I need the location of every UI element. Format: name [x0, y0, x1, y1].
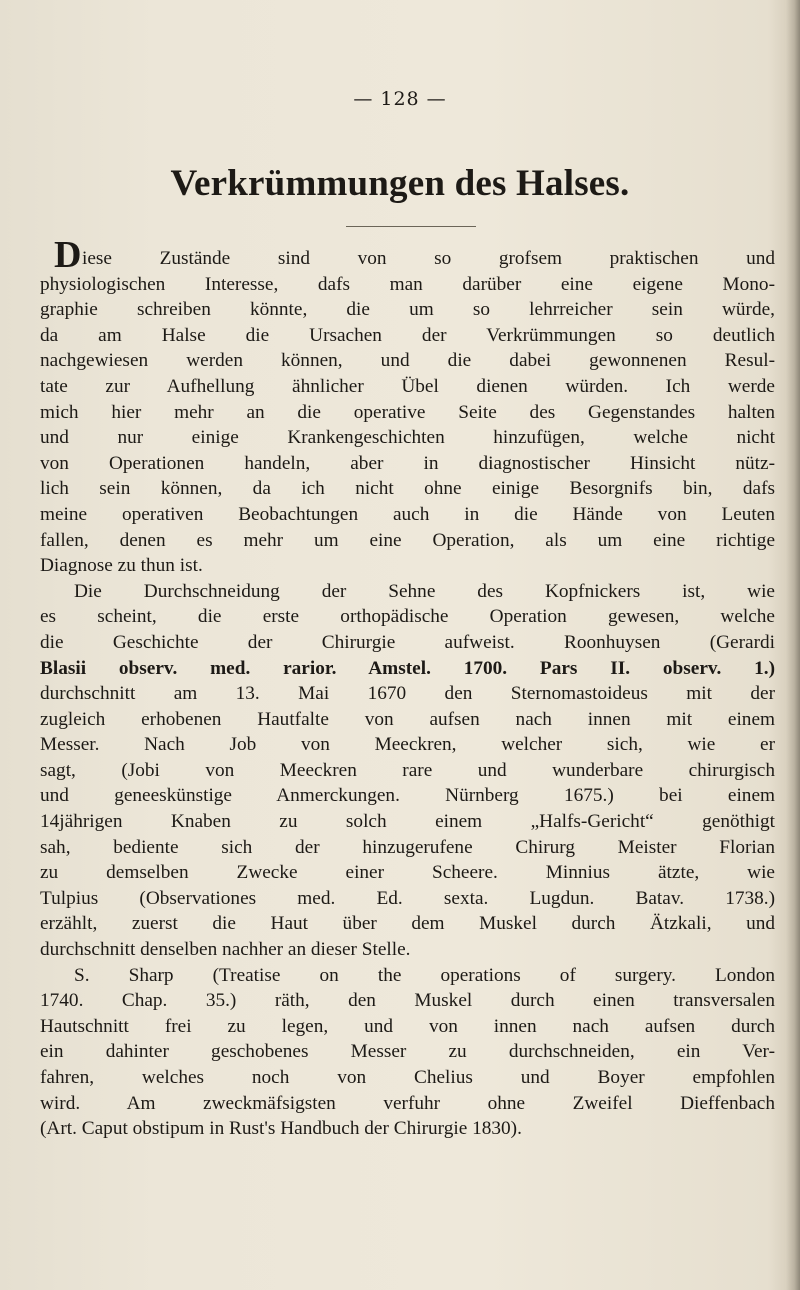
text-line: die Geschichte der Chirurgie aufweist. Roonhuysen (Gerardi	[40, 631, 775, 653]
text-line: und nur einige Krankengeschichten hinzufügen, welche nicht	[40, 427, 775, 449]
text-line: Blasii observ. med. rarior. Amstel. 1700. Pars II. observ. 1.)	[40, 657, 775, 679]
page-number: — 128 —	[353, 88, 447, 110]
text-line: S. Sharp (Treatise on the operations of surgery. London	[74, 964, 775, 986]
text-line: Diagnose zu thun ist.	[40, 555, 203, 577]
text-line: graphie schreiben könnte, die um so lehrreicher sein würde,	[40, 299, 775, 321]
text-line: es scheint, die erste orthopädische Operation gewesen, welche	[40, 606, 775, 628]
text-line: von Operationen handeln, aber in diagnostischer Hinsicht nütz-	[40, 452, 775, 474]
text-line: Tulpius (Observationes med. Ed. sexta. Lugdun. Batav. 1738.)	[40, 887, 775, 909]
text-line: fallen, denen es mehr um eine Operation, als um eine richtige	[40, 529, 775, 551]
text-line: mich hier mehr an die operative Seite des Gegenstandes halten	[40, 401, 775, 423]
body-text	[40, 234, 775, 1142]
text-line: da am Halse die Ursachen der Verkrümmungen so deutlich	[40, 324, 775, 346]
text-line: 14jährigen Knaben zu solch einem „Halfs-Gericht“ genöthigt	[40, 811, 775, 833]
text-line: Die Durchschneidung der Sehne des Kopfnickers ist, wie	[74, 580, 775, 602]
text-line: Hautschnitt frei zu legen, und von innen nach aufsen durch	[40, 1015, 775, 1037]
chapter-title: Verkrümmungen des Halses.	[170, 163, 630, 204]
text-line: erzählt, zuerst die Haut über dem Muskel durch Ätzkali, und	[40, 913, 775, 935]
text-line: durchschnitt denselben nachher an dieser Stelle.	[40, 939, 411, 961]
text-line: und geneeskünstige Anmerckungen. Nürnberg 1675.) bei einem	[40, 785, 775, 807]
text-line: zugleich erhobenen Hautfalte von aufsen nach innen mit einem	[40, 708, 775, 730]
text-line: physiologischen Interesse, dafs man darüber eine eigene Mono-	[40, 273, 775, 295]
text-line: zu demselben Zwecke einer Scheere. Minnius ätzte, wie	[40, 862, 775, 884]
text-line: tate zur Aufhellung ähnlicher Übel dienen würden. Ich werde	[40, 375, 775, 397]
drop-cap: D	[54, 234, 82, 276]
text-line: 1740. Chap. 35.) räth, den Muskel durch einen transversalen	[40, 990, 775, 1012]
text-line: fahren, welches noch von Chelius und Boyer empfohlen	[40, 1067, 775, 1088]
text-line: sagt, (Jobi von Meeckren rare und wunderbare chirurgisch	[40, 759, 775, 781]
text-line: Messer. Nach Job von Meeckren, welcher sich, wie er	[40, 734, 775, 756]
text-line: wird. Am zweckmäfsigsten verfuhr ohne Zweifel Dieffenbach	[40, 1092, 775, 1114]
text-line-1: D iese Zustände sind von so grofsem praktischen und	[54, 234, 775, 276]
title-rule	[346, 226, 476, 227]
text-line: lich sein können, da ich nicht ohne einige Besorgnifs bin, dafs	[40, 478, 775, 500]
text-line: ein dahinter geschobenes Messer zu durchschneiden, ein Ver-	[40, 1041, 775, 1063]
text-line: sah, bediente sich der hinzugerufene Chirurg Meister Florian	[40, 836, 775, 858]
text-line: nachgewiesen werden können, und die dabei gewonnenen Resul-	[40, 350, 775, 372]
text-line: durchschnitt am 13. Mai 1670 den Sternomastoideus mit der	[40, 683, 775, 705]
text-line: (Art. Caput obstipum in Rust's Handbuch der Chirurgie 1830).	[40, 1118, 522, 1140]
text-line: meine operativen Beobachtungen auch in die Hände von Leuten	[40, 503, 775, 525]
